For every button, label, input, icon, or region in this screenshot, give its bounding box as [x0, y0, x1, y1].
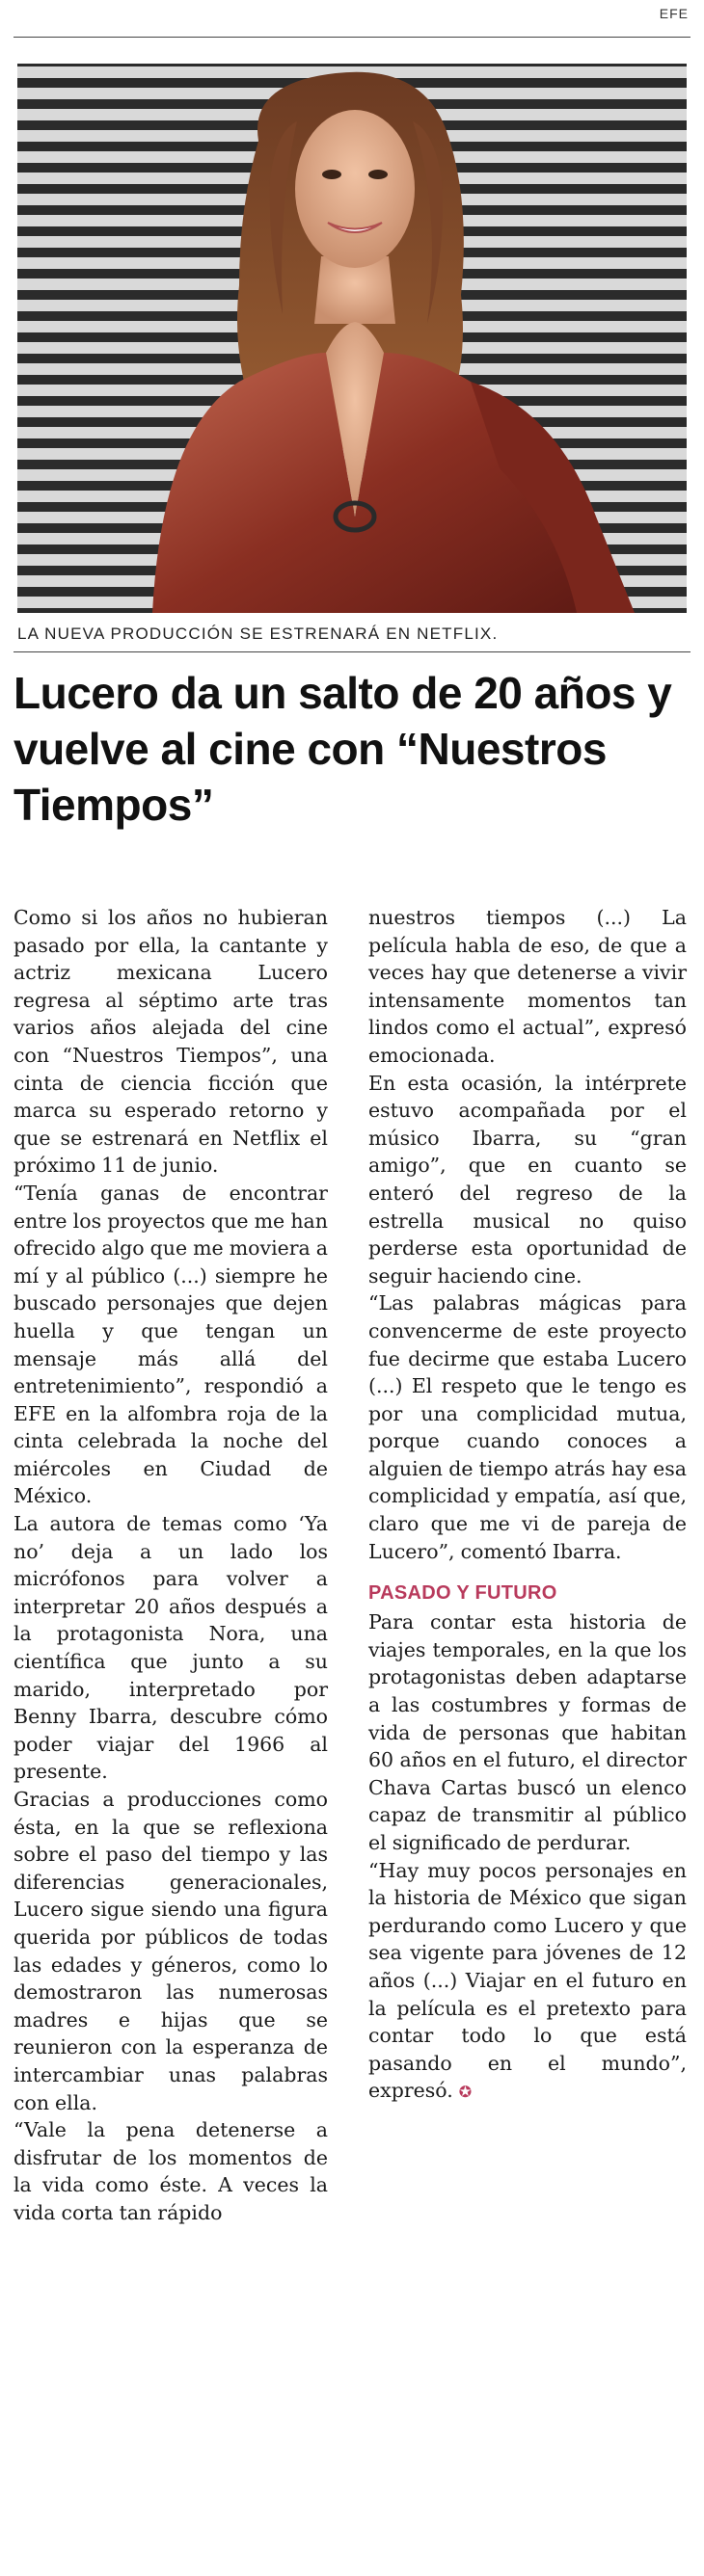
section-subhead: PASADO Y FUTURO: [368, 1582, 557, 1605]
caption-rule: [14, 651, 690, 652]
photo-caption: LA NUEVA PRODUCCIÓN SE ESTRENARÁ EN NETFLIX.: [17, 624, 499, 643]
paragraph: “Tenía ganas de encontrar entre los proyectos que me han ofrecido algo que me moviera a mí y al público (...) siempre he buscado personajes que dejen huella y que tengan un mensaje más allá del entretenimiento”, respondió a EFE en la alfombra roja de la cinta celebrada la noche del miércoles en Ciudad de México.: [14, 1181, 329, 1508]
paragraph-text: “Hay muy pocos personajes en la historia de México que sigan perdurando como Lucero y que sea vigente para jóvenes de 12 años (...) Viajar en el futuro en la película es el pretexto para contar todo lo que está pasando en el mundo”, expresó.: [368, 1858, 687, 2103]
right-column: [368, 904, 687, 2107]
paragraph: Para contar esta historia de viajes temporales, en la que los protagonistas deben adaptarse a las costumbres y formas de vida de personas que habitan 60 años en el futuro, el director Chava Cartas buscó un elenco capaz de transmitir al público el significado de perdurar.: [368, 1610, 687, 1854]
paragraph: “Vale la pena detenerse a disfrutar de los momentos de la vida como éste. A veces la vida corta tan rápido: [14, 2118, 328, 2224]
article-headline: Lucero da un salto de 20 años y vuelve al cine con “Nuestros Tiempos”: [14, 668, 672, 830]
paragraph: “Las palabras mágicas para convencerme de este proyecto fue decirme que estaba Lucero (...) El respeto que le tengo es por una complicidad mutua, porque cuando conoces a alguien de tiempo atrás hay esa complicidad y empatía, así que, claro que me vi de pareja de Lucero”, comentó Ibarra.: [368, 1291, 687, 1563]
photo-credit: EFE: [659, 6, 689, 21]
paragraph: La autora de temas como ‘Ya no’ deja a un lado los micrófonos para volver a interpretar 20 años después a la protagonista Nora, una científica que junto a su marido, interpretado por Benny Ibarra, descubre cómo poder viajar del 1966 al presente.: [14, 1512, 328, 1784]
paragraph: Como si los años no hubieran pasado por ella, la cantante y actriz mexicana Lucero regresa al séptimo arte tras varios años alejada del cine con “Nuestros Tiempos”, una cinta de ciencia ficción que marca su esperado retorno y que se estrenará en Netflix el próximo 11 de junio.: [14, 906, 328, 1178]
article-photo: [17, 64, 687, 613]
left-column: [14, 904, 328, 2227]
paragraph: En esta ocasión, la intérprete estuvo acompañada por el músico Ibarra, su “gran amigo”, que en cuanto se enteró del regreso de la estrella musical no quiso perderse esta oportunidad de seguir haciendo cine.: [368, 1071, 687, 1288]
end-of-article-icon: ✪: [458, 2083, 473, 2102]
top-rule: [14, 37, 690, 38]
paragraph: Gracias a producciones como ésta, en la que se reflexiona sobre el paso del tiempo y las diferencias generacionales, Lucero sigue siendo una figura querida por públicos de todas las edades y géneros, como lo demostraron las numerosas madres e hijas que se reunieron con la esperanza de intercambiar unas palabras con ella.: [14, 1788, 328, 2114]
paragraph: nuestros tiempos (...) La película habla de eso, de que a veces hay que detenerse a vivir intensamente momentos tan lindos como el actual”, expresó emocionada.: [368, 906, 687, 1067]
paragraph: [368, 1857, 687, 2107]
